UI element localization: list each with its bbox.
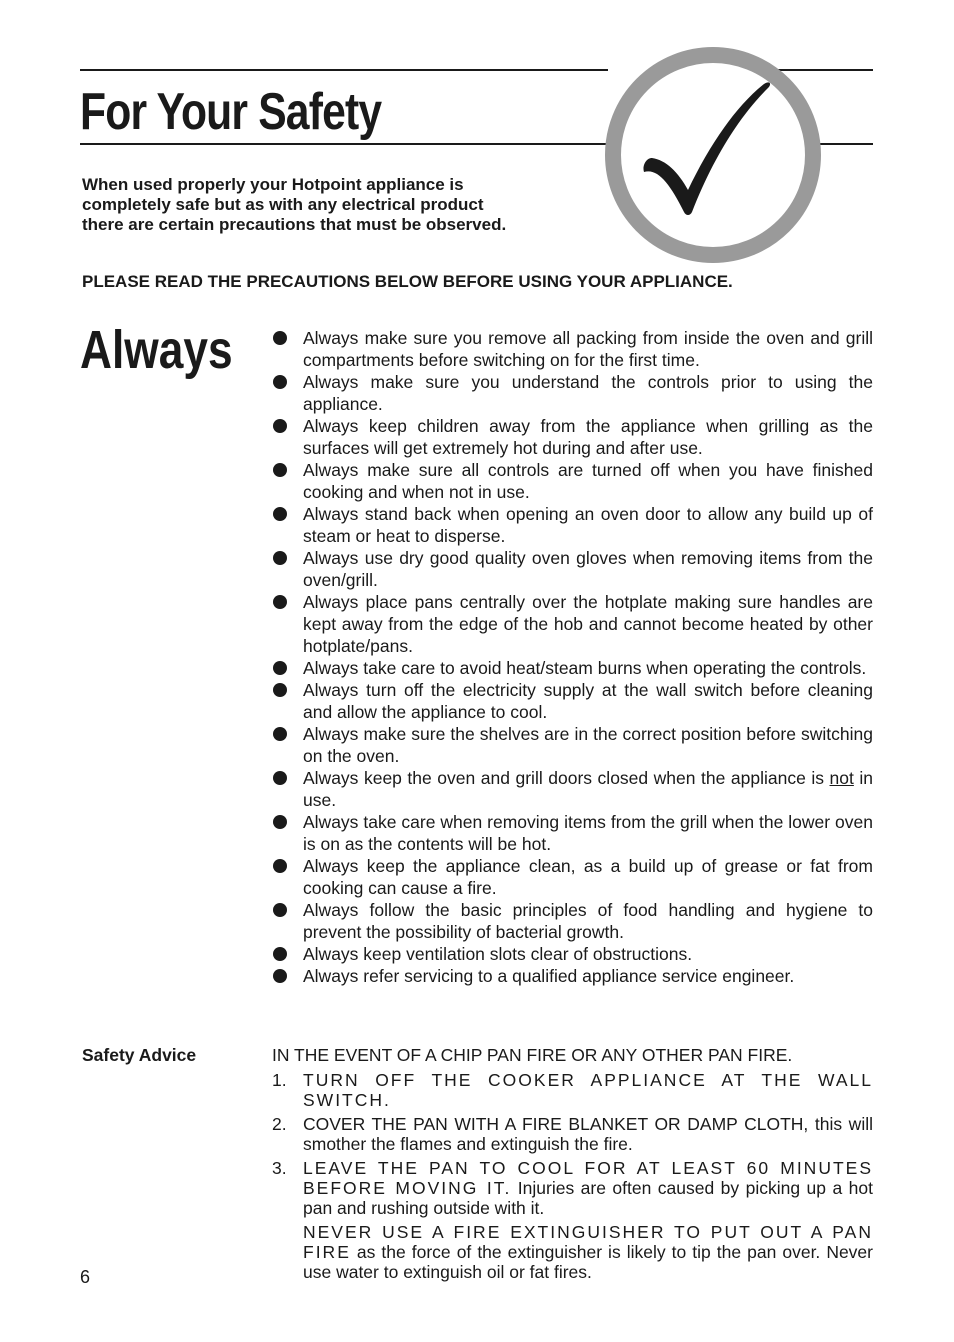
title-underline-right	[818, 143, 873, 145]
intro-paragraph: When used properly your Hotpoint appliance is completely safe but as with any electrical product there are certain precautions that must be observed.	[82, 175, 507, 234]
top-rule	[80, 69, 608, 71]
list-item: Always keep ventilation slots clear of obstructions.	[270, 943, 873, 965]
bullet-icon	[273, 947, 287, 961]
page-title: For Your Safety	[80, 83, 382, 141]
read-precautions-notice: PLEASE READ THE PRECAUTIONS BELOW BEFORE USING YOUR APPLIANCE.	[82, 272, 733, 291]
always-list	[270, 327, 873, 987]
bullet-icon	[273, 683, 287, 697]
list-item: Always refer servicing to a qualified appliance service engineer.	[270, 965, 873, 987]
safety-step: 2. COVER THE PAN WITH A FIRE BLANKET OR DAMP CLOTH, this will smother the flames and extinguish the fire.	[272, 1114, 873, 1154]
list-item: Always use dry good quality oven gloves when removing items from the oven/grill.	[270, 547, 873, 591]
list-item: Always make sure you understand the controls prior to using the appliance.	[270, 371, 873, 415]
step-number: 3.	[272, 1158, 287, 1178]
fire-extinguisher-warning: NEVER USE A FIRE EXTINGUISHER TO PUT OUT A PAN FIRE as the force of the extinguisher is likely to tip the pan over. Never use water to extinguish oil or fat fires.	[303, 1222, 873, 1282]
bullet-icon	[273, 331, 287, 345]
list-item: Always take care when removing items from the grill when the lower oven is on as the contents will be hot.	[270, 811, 873, 855]
list-item: Always place pans centrally over the hotplate making sure handles are kept away from the edge of the hob and cannot become heated by other hotplate/pans.	[270, 591, 873, 657]
list-item: Always keep the oven and grill doors closed when the appliance is not in use.	[270, 767, 873, 811]
safety-step: 1. TURN OFF THE COOKER APPLIANCE AT THE WALL SWITCH.	[272, 1070, 873, 1110]
bullet-icon	[273, 595, 287, 609]
safety-advice-label: Safety Advice	[82, 1045, 197, 1065]
list-item: Always take care to avoid heat/steam burns when operating the controls.	[270, 657, 873, 679]
list-item: Always make sure all controls are turned off when you have finished cooking and when not in use.	[270, 459, 873, 503]
list-item: Always turn off the electricity supply at the wall switch before cleaning and allow the appliance to cool.	[270, 679, 873, 723]
step-number: 1.	[272, 1070, 287, 1090]
bullet-icon	[273, 771, 287, 785]
list-item: Always keep children away from the appliance when grilling as the surfaces will get extremely hot during and after use.	[270, 415, 873, 459]
bullet-icon	[273, 969, 287, 983]
bullet-icon	[273, 507, 287, 521]
bullet-icon	[273, 375, 287, 389]
list-item: Always stand back when opening an oven door to allow any build up of steam or heat to disperse.	[270, 503, 873, 547]
bullet-icon	[273, 727, 287, 741]
bullet-icon	[273, 661, 287, 675]
list-item: Always keep the appliance clean, as a build up of grease or fat from cooking can cause a fire.	[270, 855, 873, 899]
list-item: Always follow the basic principles of food handling and hygiene to prevent the possibility of bacterial growth.	[270, 899, 873, 943]
bullet-icon	[273, 551, 287, 565]
bullet-icon	[273, 463, 287, 477]
list-item: Always make sure you remove all packing from inside the oven and grill compartments before switching on for the first time.	[270, 327, 873, 371]
underlined-not: not	[829, 768, 854, 788]
bullet-icon	[273, 419, 287, 433]
bullet-icon	[273, 859, 287, 873]
safety-advice-section	[270, 1044, 873, 1282]
safety-advice-intro: IN THE EVENT OF A CHIP PAN FIRE OR ANY OTHER PAN FIRE.	[272, 1045, 793, 1065]
always-heading: Always	[80, 320, 233, 380]
list-item: Always make sure the shelves are in the correct position before switching on the oven.	[270, 723, 873, 767]
page-number: 6	[80, 1267, 91, 1287]
step-number: 2.	[272, 1114, 287, 1134]
checkmark-circle-icon	[602, 44, 824, 266]
bullet-icon	[273, 815, 287, 829]
bullet-icon	[273, 903, 287, 917]
safety-step: 3. LEAVE THE PAN TO COOL FOR AT LEAST 60 MINUTES BEFORE MOVING IT. Injuries are often caused by picking up a hot pan and rushing outside with it.	[272, 1158, 873, 1218]
safety-steps	[270, 1070, 873, 1218]
